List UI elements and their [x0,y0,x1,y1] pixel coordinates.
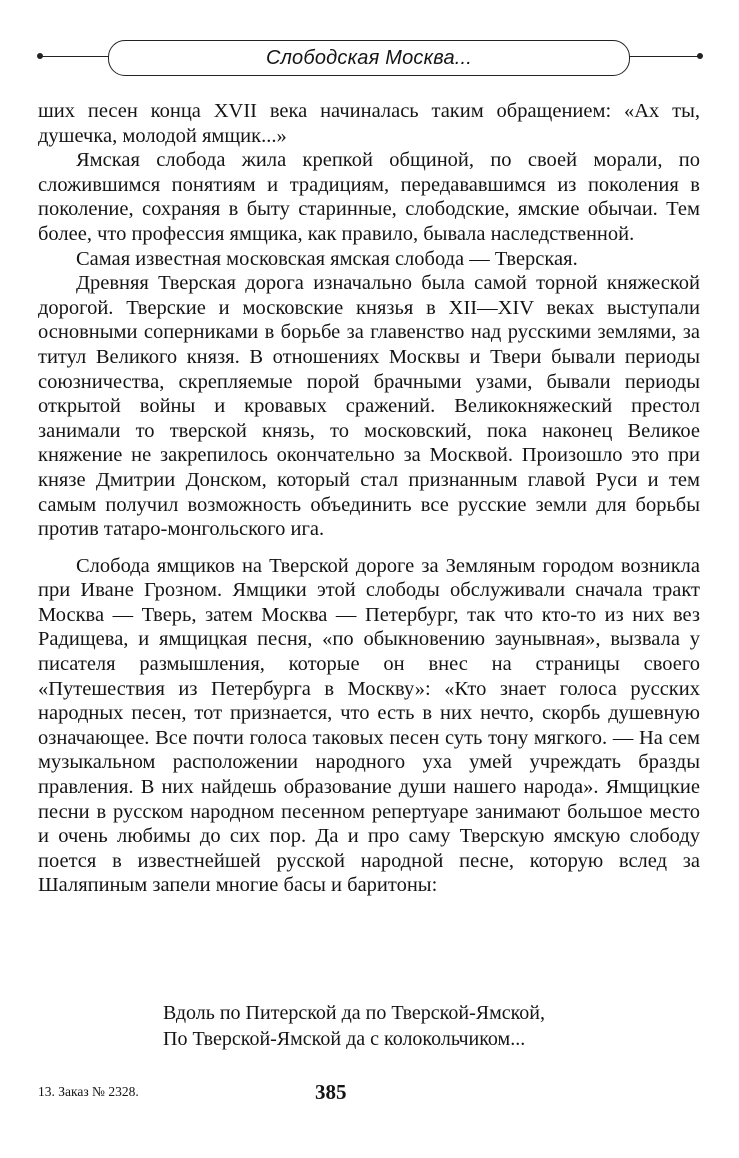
paragraph-5: Слобода ямщиков на Тверской дороге за Земляным городом возникла при Иване Грозном. Ямщики этой слободы обслуживали сначала тракт Москва — Тверь, затем Москва — Петербург, так что кто-то из них вез Радищева, и ямщицкая песня, «по обыкновению заунывная», вызвала у писателя размышления, которые он внес на страницы своего «Путешествия из Петербурга в Москву»: «Кто знает голоса русских народных песен, тот признается, что есть в них нечто, скорбь душевную означающее. Все почти голоса таковых песен суть тону мягкого. — На сем музыкальном расположении народного уха умей учреждать бразды правления. В них найдешь образование души нашего народа». Ямщицкие песни в русском народном песенном репертуаре занимают большое место и очень любимы до сих пор. Да и про саму Тверскую ямскую слободу поется в известнейшей русской народной песне, которую вслед за Шаляпиным запели многие басы и баритоны: [38,554,700,897]
verse-quote [163,1000,663,1052]
running-head: Слободская Москва... [108,40,630,76]
paragraph-3: Самая известная московская ямская слобода — Тверская. [76,247,578,270]
header-rule-dot-right [697,53,703,59]
header-rule-dot-left [37,53,43,59]
paragraph-2: Ямская слобода жила крепкой общиной, по своей морали, по сложившимся понятиям и традициям, передававшимся из поколения в поколение, сохраняя в быту старинные, слободские, ямские обычаи. Тем более, что профессия ямщика, как правило, бывала наследственной. [38,149,700,245]
paragraph-4: Древняя Тверская дорога изначально была самой торной княжеской дорогой. Тверские и московские князья в XII—XIV веках выступали основными соперниками в борьбе за главенство над русскими землями, за титул Великого князя. В отношениях Москвы и Твери бывали периоды союзничества, скрепляемые порой брачными узами, бывали периоды открытой войны и кровавых сражений. Великокняжеский престол занимали то тверской князь, то московский, пока наконец Великое княжение не закрепилось окончательно за Москвой. Произошло это при князе Дмитрии Донском, который стал признанным главой Руси и тем самым получил возможность объединить все русские земли для борьбы против татаро-монгольского ига. [38,272,700,541]
verse-line: Вдоль по Питерской да по Тверской-Ямской, [163,1002,546,1024]
page-number: 385 [315,1080,347,1104]
paragraph-1: ших песен конца XVII века начиналась таким обращением: «Ах ты, душечка, молодой ямщик...» [38,100,700,147]
print-signature: 13. Заказ № 2328. [38,1084,139,1099]
body-text [38,99,700,898]
verse-line: По Тверской-Ямской да с колокольчиком... [163,1028,526,1050]
